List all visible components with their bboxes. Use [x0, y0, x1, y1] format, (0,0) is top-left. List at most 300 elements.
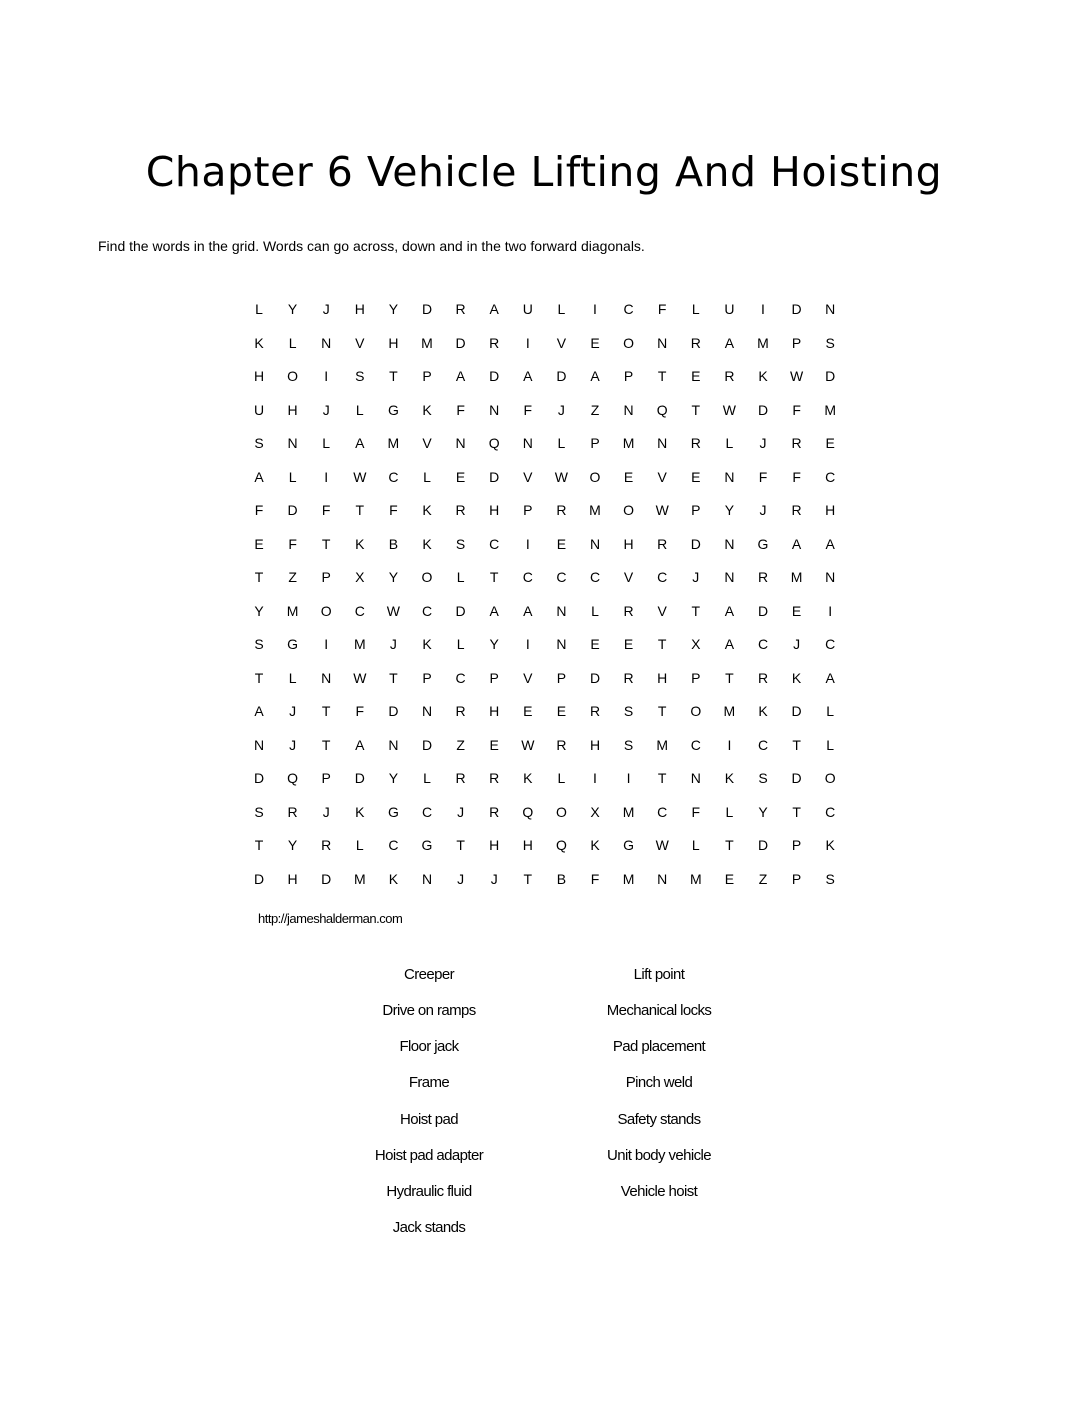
grid-letter: D	[690, 535, 701, 552]
grid-letter: A	[724, 636, 735, 652]
grid-letter: A	[254, 703, 264, 719]
grid-letter: T	[254, 669, 264, 686]
grid-letter: G	[387, 401, 399, 418]
grid-letter: T	[657, 636, 667, 652]
grid-letter: T	[321, 703, 331, 719]
grid-letter: H	[388, 334, 399, 351]
grid-letter: N	[724, 535, 735, 552]
grid-letter: M	[353, 636, 366, 652]
grid-letter: J	[457, 870, 465, 887]
grid-letter: S	[623, 736, 634, 753]
grid-letter: S	[825, 870, 835, 887]
grid-letter: T	[523, 870, 533, 887]
grid-letter: F	[254, 502, 264, 518]
grid-letter: Q	[656, 401, 668, 418]
grid-letter: N	[623, 401, 634, 418]
grid-letter: L	[691, 837, 700, 853]
grid-letter: M	[353, 870, 366, 887]
grid-letter: A	[825, 535, 835, 552]
grid-letter: C	[757, 736, 769, 753]
word-list-item: Frame	[408, 1074, 450, 1091]
grid-letter: M	[286, 602, 299, 619]
grid-letter: D	[791, 703, 802, 719]
grid-letter: J	[759, 435, 767, 451]
grid-letter: N	[388, 736, 399, 753]
grid-letter: V	[657, 602, 667, 619]
grid-letter: N	[287, 435, 298, 451]
grid-letter: A	[791, 535, 802, 552]
grid-letter: L	[725, 803, 734, 820]
grid-letter: R	[657, 535, 668, 552]
grid-letter: E	[590, 334, 600, 351]
grid-letter: C	[556, 569, 567, 585]
grid-letter: N	[825, 569, 836, 585]
grid-letter: O	[421, 569, 433, 585]
grid-letter: C	[825, 803, 836, 820]
grid-letter: R	[623, 602, 634, 619]
grid-letter: L	[255, 301, 263, 317]
grid-letter: R	[757, 669, 769, 686]
grid-letter: N	[455, 435, 466, 451]
grid-letter: F	[523, 401, 533, 418]
grid-letter: G	[623, 837, 635, 853]
grid-letter: O	[589, 468, 601, 485]
grid-letter: M	[656, 736, 669, 753]
grid-letter: L	[288, 669, 297, 686]
grid-letter: L	[826, 703, 835, 719]
grid-letter: L	[423, 468, 431, 485]
grid-letter: X	[355, 569, 365, 585]
grid-letter: F	[355, 703, 365, 719]
grid-letter: T	[456, 837, 465, 853]
grid-letter: E	[791, 602, 802, 619]
grid-letter: N	[657, 870, 668, 887]
grid-letter: R	[690, 435, 701, 451]
grid-letter: S	[455, 535, 466, 552]
grid-letter: V	[355, 334, 365, 351]
grid-letter: R	[791, 502, 802, 518]
grid-letter: C	[589, 569, 601, 585]
grid-letter: K	[422, 502, 432, 518]
grid-letter: H	[489, 837, 500, 853]
grid-letter: T	[355, 502, 365, 518]
grid-letter: C	[657, 803, 668, 820]
grid-letter: D	[388, 703, 399, 719]
grid-letter: I	[727, 736, 732, 753]
grid-letter: D	[757, 602, 769, 619]
grid-letter: H	[287, 401, 298, 418]
grid-letter: A	[825, 669, 835, 686]
word-list-item: Vehicle hoist	[620, 1183, 698, 1200]
grid-letter: N	[421, 703, 433, 719]
grid-letter: N	[556, 602, 567, 619]
grid-letter: L	[423, 770, 431, 786]
grid-letter: E	[556, 703, 567, 719]
grid-letter: B	[556, 870, 567, 887]
grid-letter: R	[321, 837, 332, 853]
grid-letter: V	[657, 468, 667, 485]
grid-letter: J	[389, 636, 397, 652]
grid-letter: R	[489, 770, 500, 786]
grid-letter: R	[589, 703, 601, 719]
grid-letter: A	[489, 602, 499, 619]
grid-letter: D	[791, 301, 802, 317]
grid-letter: M	[757, 334, 769, 351]
word-list-item: Pinch weld	[625, 1074, 693, 1091]
grid-letter: V	[556, 334, 567, 351]
grid-letter: C	[455, 669, 466, 686]
grid-letter: L	[725, 435, 734, 451]
grid-letter: D	[455, 602, 466, 619]
grid-letter: G	[287, 636, 299, 652]
grid-letter: T	[691, 401, 701, 418]
grid-letter: X	[590, 803, 600, 820]
grid-letter: T	[657, 703, 667, 719]
grid-letter: C	[757, 636, 769, 652]
grid-letter: M	[689, 870, 702, 887]
word-list-item: Hoist pad adapter	[374, 1147, 484, 1164]
grid-letter: J	[692, 569, 700, 585]
grid-letter: E	[623, 636, 634, 652]
grid-letter: I	[761, 301, 765, 317]
grid-letter: D	[421, 736, 433, 753]
grid-letter: B	[388, 535, 399, 552]
grid-letter: M	[824, 401, 837, 418]
grid-letter: L	[288, 334, 297, 351]
grid-letter: P	[791, 837, 802, 853]
grid-letter: H	[623, 535, 634, 552]
grid-letter: D	[354, 770, 365, 786]
grid-letter: O	[623, 334, 635, 351]
grid-letter: E	[691, 468, 701, 485]
grid-letter: H	[489, 502, 500, 518]
grid-letter: S	[623, 703, 634, 719]
grid-letter: T	[792, 736, 801, 753]
grid-letter: F	[389, 502, 398, 518]
grid-letter: T	[792, 803, 801, 820]
grid-letter: J	[490, 870, 498, 887]
grid-letter: W	[789, 368, 804, 384]
grid-letter: N	[724, 569, 735, 585]
grid-letter: L	[557, 301, 566, 317]
grid-letter: K	[422, 401, 432, 418]
grid-letter: C	[623, 301, 634, 317]
grid-letter: L	[557, 435, 566, 451]
grid-letter: F	[321, 502, 331, 518]
grid-letter: R	[287, 803, 298, 820]
grid-letter: D	[321, 870, 332, 887]
grid-letter: E	[623, 468, 634, 485]
grid-letter: J	[289, 736, 297, 753]
grid-letter: E	[455, 468, 466, 485]
grid-letter: I	[593, 301, 597, 317]
word-list-item: Pad placement	[612, 1038, 706, 1055]
grid-letter: L	[456, 569, 465, 585]
grid-letter: L	[557, 770, 566, 786]
grid-letter: K	[422, 535, 432, 552]
grid-letter: T	[725, 669, 734, 686]
grid-letter: E	[523, 703, 533, 719]
grid-letter: K	[355, 535, 365, 552]
grid-letter: W	[722, 401, 736, 418]
grid-letter: P	[489, 669, 499, 686]
source-url: http://jameshalderman.com	[258, 911, 403, 926]
grid-letter: S	[254, 803, 264, 820]
grid-letter: R	[455, 703, 466, 719]
grid-letter: C	[489, 535, 500, 552]
grid-letter: N	[589, 535, 601, 552]
grid-letter: M	[622, 803, 635, 820]
grid-letter: K	[254, 334, 264, 351]
grid-letter: T	[321, 736, 331, 753]
grid-letter: W	[353, 669, 367, 686]
grid-letter: M	[421, 334, 433, 351]
grid-letter: W	[554, 468, 568, 485]
grid-letter: M	[790, 569, 803, 585]
grid-letter: Y	[287, 301, 298, 317]
grid-letter: Y	[388, 301, 399, 317]
grid-letter: F	[657, 301, 667, 317]
grid-letter: R	[455, 301, 466, 317]
grid-letter: I	[525, 334, 530, 351]
grid-letter: H	[522, 837, 533, 853]
grid-letter: D	[253, 870, 265, 887]
grid-letter: S	[254, 636, 264, 652]
grid-letter: N	[690, 770, 701, 786]
grid-letter: N	[657, 334, 668, 351]
grid-letter: N	[253, 736, 265, 753]
word-list-item: Creeper	[404, 966, 454, 983]
grid-letter: H	[287, 870, 298, 887]
grid-letter: J	[289, 703, 297, 719]
grid-letter: K	[758, 703, 768, 719]
grid-letter: M	[589, 502, 601, 518]
grid-letter: A	[455, 368, 466, 384]
grid-letter: R	[690, 334, 701, 351]
grid-letter: N	[825, 301, 836, 317]
grid-letter: I	[593, 770, 597, 786]
grid-letter: F	[758, 468, 768, 485]
grid-letter: P	[556, 669, 567, 686]
grid-letter: Q	[488, 435, 500, 451]
grid-letter: D	[287, 502, 298, 518]
grid-letter: F	[456, 401, 465, 418]
word-list-item: Drive on ramps	[382, 1002, 476, 1019]
grid-letter: O	[824, 770, 836, 786]
grid-letter: E	[556, 535, 567, 552]
grid-letter: Z	[288, 569, 297, 585]
grid-letter: C	[354, 602, 365, 619]
grid-letter: Y	[388, 770, 399, 786]
grid-letter: F	[288, 535, 297, 552]
grid-letter: R	[455, 502, 466, 518]
grid-letter: F	[792, 468, 801, 485]
grid-letter: Q	[287, 770, 299, 786]
grid-letter: A	[254, 468, 264, 485]
grid-letter: I	[525, 535, 530, 552]
grid-letter: T	[254, 569, 264, 585]
grid-letter: P	[321, 569, 331, 585]
grid-letter: C	[657, 569, 668, 585]
grid-letter: L	[322, 435, 331, 451]
grid-letter: T	[657, 770, 667, 786]
grid-letter: N	[657, 435, 668, 451]
grid-letter: O	[287, 368, 299, 384]
grid-letter: K	[590, 837, 600, 853]
grid-letter: D	[421, 301, 433, 317]
grid-letter: L	[691, 301, 700, 317]
grid-letter: Z	[758, 870, 768, 887]
word-list-item: Lift point	[633, 966, 685, 983]
grid-letter: H	[253, 368, 265, 384]
grid-letter: O	[623, 502, 635, 518]
grid-letter: C	[522, 569, 533, 585]
grid-letter: O	[320, 602, 332, 619]
grid-letter: E	[254, 535, 264, 552]
grid-letter: H	[825, 502, 836, 518]
grid-letter: P	[791, 870, 802, 887]
grid-letter: A	[355, 435, 365, 451]
grid-letter: T	[389, 368, 398, 384]
grid-letter: K	[388, 870, 399, 887]
grid-letter: C	[690, 736, 701, 753]
instructions: Find the words in the grid. Words can go across, down and in the two forward diagonals.	[98, 238, 645, 254]
grid-letter: J	[557, 401, 565, 418]
grid-letter: U	[724, 301, 735, 317]
grid-letter: C	[388, 468, 399, 485]
grid-letter: Y	[287, 837, 298, 853]
grid-letter: O	[555, 803, 567, 820]
grid-letter: R	[556, 736, 567, 753]
grid-letter: C	[421, 602, 433, 619]
grid-letter: R	[757, 569, 769, 585]
grid-letter: A	[523, 368, 533, 384]
grid-letter: J	[322, 803, 330, 820]
grid-letter: X	[691, 636, 701, 652]
grid-letter: Q	[555, 837, 567, 853]
grid-letter: D	[757, 401, 769, 418]
grid-letter: L	[456, 636, 465, 652]
grid-letter: T	[691, 602, 701, 619]
grid-letter: U	[522, 301, 533, 317]
grid-letter: D	[253, 770, 265, 786]
grid-letter: D	[825, 368, 836, 384]
grid-letter: G	[387, 803, 399, 820]
grid-letter: K	[422, 636, 432, 652]
grid-letter: C	[825, 468, 836, 485]
grid-letter: Q	[522, 803, 534, 820]
grid-letter: W	[655, 837, 669, 853]
grid-letter: G	[421, 837, 433, 853]
grid-letter: H	[354, 301, 365, 317]
grid-letter: T	[489, 569, 499, 585]
grid-letter: N	[489, 401, 500, 418]
grid-letter: T	[321, 535, 331, 552]
grid-letter: F	[792, 401, 801, 418]
grid-letter: N	[556, 636, 567, 652]
grid-letter: A	[724, 602, 735, 619]
word-list-item: Hydraulic fluid	[386, 1183, 472, 1200]
grid-letter: H	[489, 703, 500, 719]
grid-letter: J	[793, 636, 801, 652]
grid-letter: I	[525, 636, 530, 652]
grid-letter: N	[321, 669, 332, 686]
grid-letter: C	[825, 636, 836, 652]
grid-letter: K	[791, 669, 802, 686]
grid-letter: J	[457, 803, 465, 820]
grid-letter: D	[556, 368, 567, 384]
grid-letter: F	[691, 803, 701, 820]
grid-letter: W	[386, 602, 400, 619]
grid-letter: K	[724, 770, 735, 786]
grid-letter: V	[523, 468, 533, 485]
grid-letter: Y	[758, 803, 768, 820]
grid-letter: R	[556, 502, 567, 518]
grid-letter: Y	[724, 502, 735, 518]
grid-letter: D	[489, 468, 500, 485]
grid-letter: N	[421, 870, 433, 887]
grid-letter: A	[523, 602, 533, 619]
grid-letter: N	[522, 435, 533, 451]
grid-letter: S	[825, 334, 835, 351]
grid-letter: P	[422, 368, 432, 384]
grid-letter: P	[791, 334, 802, 351]
grid-letter: D	[757, 837, 769, 853]
grid-letter: Z	[590, 401, 600, 418]
grid-letter: W	[521, 736, 535, 753]
grid-letter: M	[622, 435, 635, 451]
grid-letter: K	[825, 837, 835, 853]
grid-letter: S	[355, 368, 365, 384]
grid-letter: G	[757, 535, 769, 552]
word-list-item: Jack stands	[392, 1219, 466, 1236]
grid-letter: E	[489, 736, 499, 753]
grid-letter: K	[523, 770, 533, 786]
grid-letter: Y	[254, 602, 264, 619]
grid-letter: A	[590, 368, 600, 384]
grid-letter: L	[355, 837, 364, 853]
grid-letter: J	[322, 301, 330, 317]
grid-letter: I	[828, 602, 833, 619]
grid-letter: L	[826, 736, 835, 753]
page-title: Chapter 6 Vehicle Lifting And Hoisting	[145, 148, 943, 196]
grid-letter: E	[691, 368, 701, 384]
grid-letter: D	[455, 334, 466, 351]
word-list-item: Floor jack	[399, 1038, 459, 1055]
grid-letter: T	[725, 837, 734, 853]
grid-letter: R	[791, 435, 802, 451]
grid-letter: P	[691, 669, 701, 686]
grid-letter: E	[724, 870, 735, 887]
grid-letter: R	[455, 770, 466, 786]
grid-letter: P	[321, 770, 331, 786]
grid-letter: Y	[489, 636, 499, 652]
grid-letter: D	[791, 770, 802, 786]
word-list-item: Hoist pad	[400, 1111, 458, 1128]
grid-letter: R	[724, 368, 735, 384]
grid-letter: P	[590, 435, 600, 451]
grid-letter: Y	[388, 569, 399, 585]
grid-letter: M	[723, 703, 736, 719]
grid-letter: C	[388, 837, 399, 853]
grid-letter: V	[623, 569, 634, 585]
grid-letter: I	[626, 770, 631, 786]
grid-letter: R	[623, 669, 634, 686]
grid-letter: S	[758, 770, 768, 786]
grid-letter: E	[825, 435, 835, 451]
grid-letter: N	[724, 468, 735, 485]
grid-letter: U	[253, 401, 265, 418]
